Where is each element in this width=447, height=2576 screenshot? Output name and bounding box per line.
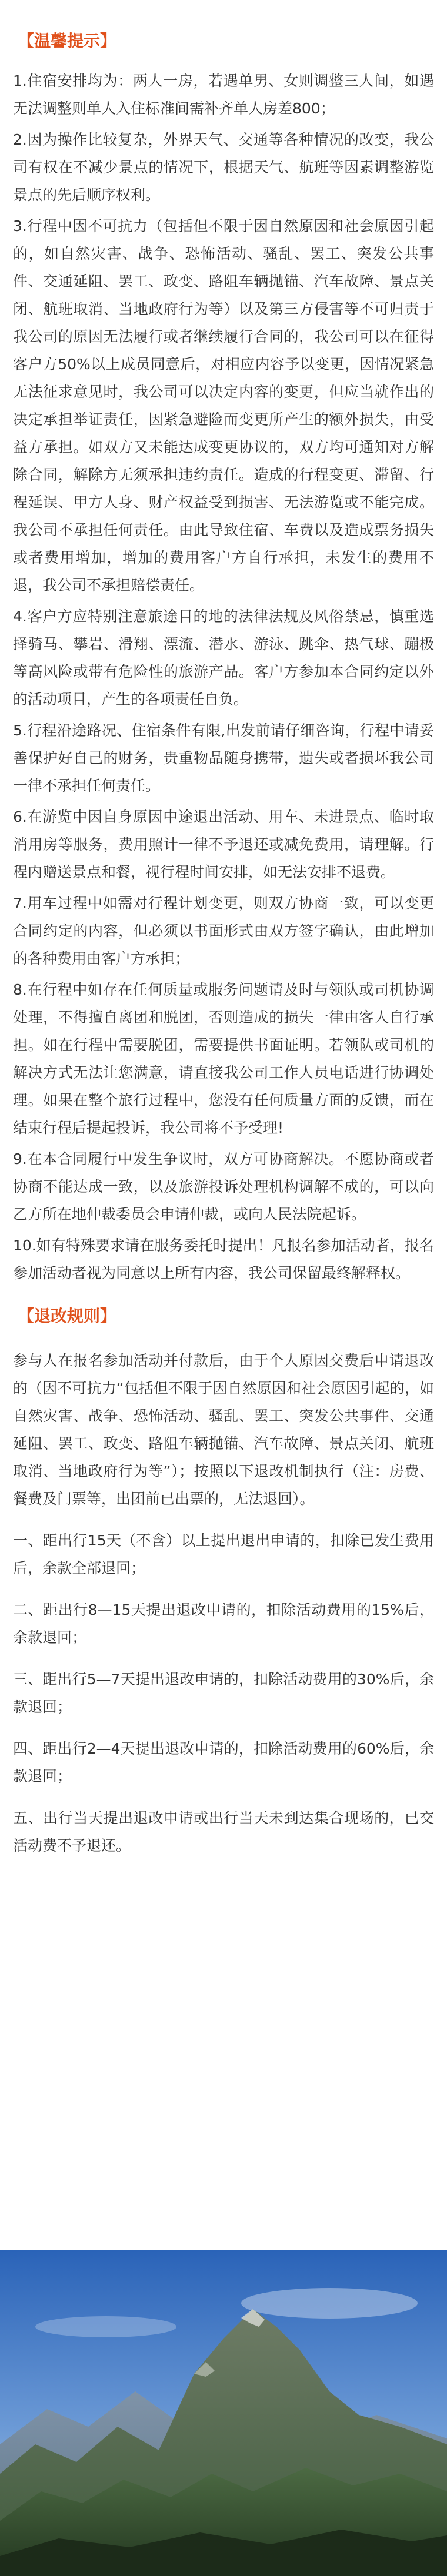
- notice-item: 3.行程中因不可抗力（包括但不限于因自然原因和社会原因引起的，如自然灾害、战争、恐怖活动、骚乱、罢工、突发公共事件、交通延阻、罢工、政变、路阻车辆抛锚、汽车故障、景点关闭、航班取消、当地政府行为等）以及第三方侵害等不可归责于我公司的原因无法履行或者继续履行合同的，我公司可以在征得客户方50%以上成员同意后，对相应内容予以变更，因情况紧急无法征求意见时，我公司可以决定内容的变更，但应当就作出的决定承担举证责任，因紧急避险而变更所产生的额外损失，由受益方承担。如双方又未能达成变更协议的，双方均可通知对方解除合同，解除方无须承担违约责任。造成的行程变更、滞留、行程延误、甲方人身、财产权益受到损害、无法游览或不能完成。我公司不承担任何责任。由此导致住宿、车费以及造成票务损失或者费用增加，增加的费用客户方自行承担，未发生的费用不退，我公司不承担赔偿责任。: [13, 218, 434, 594]
- notice-item: 1.住宿安排均为：两人一房，若遇单男、女则调整三人间，如遇无法调整则单人入住标准间需补齐单人房差800；: [13, 72, 434, 117]
- mountain-landscape-icon: [0, 2250, 447, 2576]
- notice-item: 5.行程沿途路况、住宿条件有限,出发前请仔细咨询，行程中请妥善保护好自己的财务，贵重物品随身携带，遗失或者损坏我公司一律不承担任何责任。: [13, 722, 434, 794]
- notice-item: 10.如有特殊要求请在服务委托时提出！凡报名参加活动者，报名参加活动者视为同意以上所有内容，我公司保留最终解释权。: [13, 1237, 434, 1282]
- notice-item: 6.在游览中因自身原因中途退出活动、用车、未进景点、临时取消用房等服务，费用照计一律不予退还或减免费用，请理解。行程内赠送景点和餐，视行程时间安排，如无法安排不退费。: [13, 808, 434, 881]
- refund-title: 【退改规则】: [18, 1306, 117, 1326]
- refund-item: 二、距出行8—15天提出退改申请的，扣除活动费用的15%后，余款退回；: [13, 1601, 434, 1646]
- notice-title: 【温馨提示】: [18, 31, 117, 51]
- notice-item: 8.在行程中如存在任何质量或服务问题请及时与领队或司机协调处理，不得擅自离团和脱团，否则造成的损失一律由客人自行承担。如在行程中需要脱团，需要提供书面证明。若领队或司机的解决方式无法让您满意，请直接我公司工作人员电话进行协调处理。如果在整个旅行过程中，您没有任何质量方面的反馈，而在结束行程后提起投诉，我公司将不予受理!: [13, 981, 434, 1136]
- refund-item: 五、出行当天提出退改申请或出行当天未到达集合现场的，已交活动费不予退还。: [13, 1809, 434, 1854]
- notice-item: 9.在本合同履行中发生争议时，双方可协商解决。不愿协商或者协商不能达成一致，以及旅游投诉处理机构调解不成的，可以向乙方所在地仲裁委员会申请仲裁，或向人民法院起诉。: [13, 1150, 434, 1223]
- notice-list: [13, 67, 434, 1287]
- refund-item: 一、距出行15天（不含）以上提出退出申请的，扣除已发生费用后，余款全部退回；: [13, 1532, 434, 1577]
- notice-item: 2.因为操作比较复杂，外界天气、交通等各种情况的改变，我公司有权在不减少景点的情况下，根据天气、航班等因素调整游览景点的先后顺序权利。: [13, 131, 434, 203]
- notice-item: 4.客户方应特别注意旅途目的地的法律法规及风俗禁忌，慎重选择骑马、攀岩、滑翔、漂流、潜水、游泳、跳伞、热气球、蹦极等高风险或带有危险性的旅游产品。客户方参加本合同约定以外的活动项目，产生的各项责任自负。: [13, 608, 434, 708]
- mountain-landscape-photo: [0, 2250, 447, 2576]
- refund-item: 四、距出行2—4天提出退改申请的，扣除活动费用的60%后，余款退回；: [13, 1740, 434, 1785]
- refund-list: [13, 1347, 434, 1859]
- refund-item: 三、距出行5—7天提出退改申请的，扣除活动费用的30%后，余款退回；: [13, 1671, 434, 1715]
- article: [13, 0, 434, 1874]
- refund-item: 参与人在报名参加活动并付款后，由于个人原因交费后申请退改的（因不可抗力“包括但不限于因自然原因和社会原因引起的，如自然灾害、战争、恐怖活动、骚乱、罢工、突发公共事件、交通延阻、罢工、政变、路阻车辆抛锚、汽车故障、景点关闭、航班取消、当地政府行为等”）；按照以下退改机制执行（注：房费、餐费及门票等，出团前已出票的，无法退回）。: [13, 1352, 434, 1507]
- notice-item: 7.用车过程中如需对行程计划变更，则双方协商一致，可以变更合同约定的内容，但必须以书面形式由双方签字确认，由此增加的各种费用由客户方承担；: [13, 895, 434, 967]
